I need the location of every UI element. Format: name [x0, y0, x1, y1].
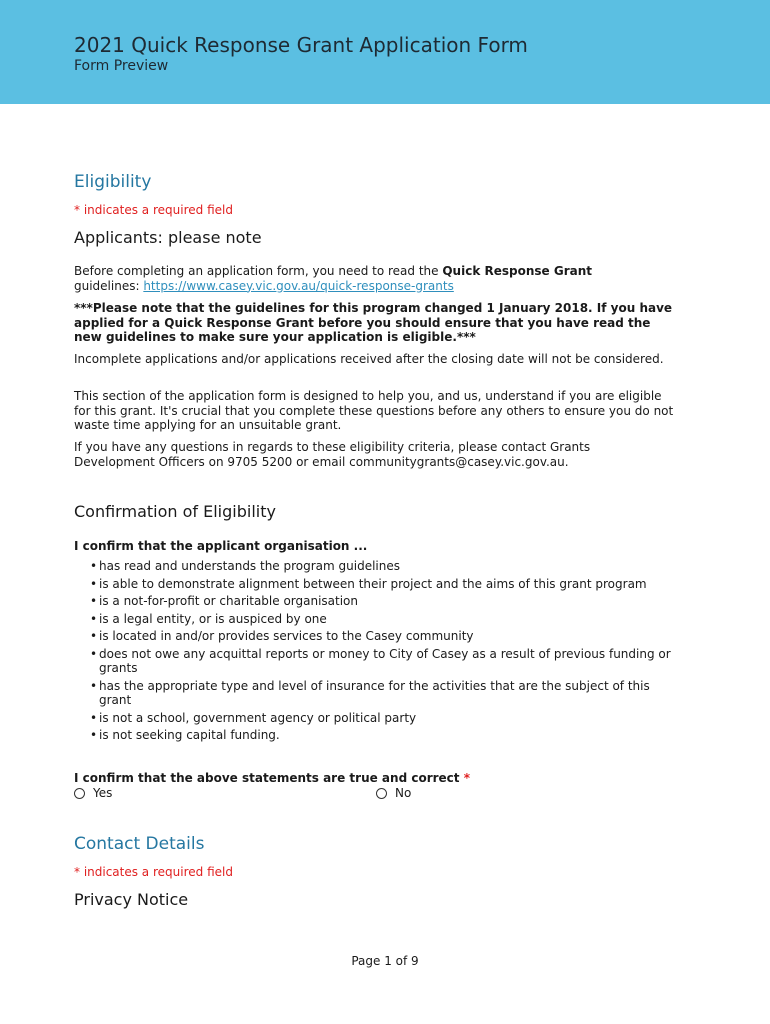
radio-no[interactable] — [376, 786, 411, 800]
grant-name-bold: Quick Response Grant — [442, 264, 592, 278]
list-item: • is a not-for-profit or charitable organisation — [92, 594, 682, 609]
form-subtitle: Form Preview — [74, 58, 169, 74]
section-purpose-paragraph: This section of the application form is designed to help you, and us, understand if you are eligible for this grant. It's crucial that you complete these questions before any others to ensure you do not waste time applying for an unsuitable grant. — [74, 389, 674, 432]
guidelines-label: guidelines: — [74, 278, 144, 293]
form-title: 2021 Quick Response Grant Application Form — [74, 33, 528, 57]
list-item: • is not a school, government agency or political party — [92, 711, 682, 726]
required-field-note: * indicates a required field — [74, 865, 233, 879]
list-item: • has read and understands the program guidelines — [92, 559, 682, 574]
incomplete-applications-paragraph: Incomplete applications and/or applications received after the closing date will not be considered. — [74, 352, 664, 366]
confirm-question — [74, 771, 470, 785]
applicants-note-heading: Applicants: please note — [74, 228, 262, 247]
radio-circle-icon[interactable] — [376, 788, 387, 799]
radio-yes-label: Yes — [93, 786, 113, 800]
list-item: • is located in and/or provides services to the Casey community — [92, 629, 682, 644]
guidelines-change-notice: ***Please note that the guidelines for this program changed 1 January 2018. If you have applied for a Quick Response Grant before you should ensure that you have read the new guidelines to make sure your application is eligible.*** — [74, 301, 673, 344]
guidelines-paragraph — [74, 264, 674, 293]
page-number: Page 1 of 9 — [351, 954, 419, 968]
list-item: • is not seeking capital funding. — [92, 728, 682, 743]
confirmation-intro: I confirm that the applicant organisation ... — [74, 539, 368, 553]
eligibility-section-title: Eligibility — [74, 172, 152, 192]
form-header — [0, 0, 770, 104]
list-item: • is a legal entity, or is auspiced by one — [92, 612, 682, 627]
required-field-note: * indicates a required field — [74, 203, 233, 217]
required-star: * — [463, 771, 470, 785]
list-item: • does not owe any acquittal reports or money to City of Casey as a result of previous funding or grants — [92, 647, 682, 676]
radio-yes[interactable] — [74, 786, 112, 800]
confirm-question-label: I confirm that the above statements are true and correct — [74, 771, 460, 785]
guidelines-text: Before completing an application form, you need to read the — [74, 264, 443, 278]
radio-no-label: No — [395, 786, 412, 800]
confirmation-heading: Confirmation of Eligibility — [74, 502, 276, 521]
list-item: • is able to demonstrate alignment between their project and the aims of this grant program — [92, 577, 682, 592]
contact-info-paragraph: If you have any questions in regards to these eligibility criteria, please contact Grants Development Officers on 9705 5200 or email communitygrants@casey.vic.gov.au. — [74, 440, 591, 469]
eligibility-criteria-list — [92, 559, 682, 746]
list-item: • has the appropriate type and level of insurance for the activities that are the subject of this grant — [92, 679, 682, 708]
contact-section-title: Contact Details — [74, 834, 205, 854]
privacy-notice-heading: Privacy Notice — [74, 890, 189, 909]
guidelines-link[interactable]: https://www.casey.vic.gov.au/quick-response-grants — [143, 278, 454, 293]
radio-circle-icon[interactable] — [74, 788, 85, 799]
